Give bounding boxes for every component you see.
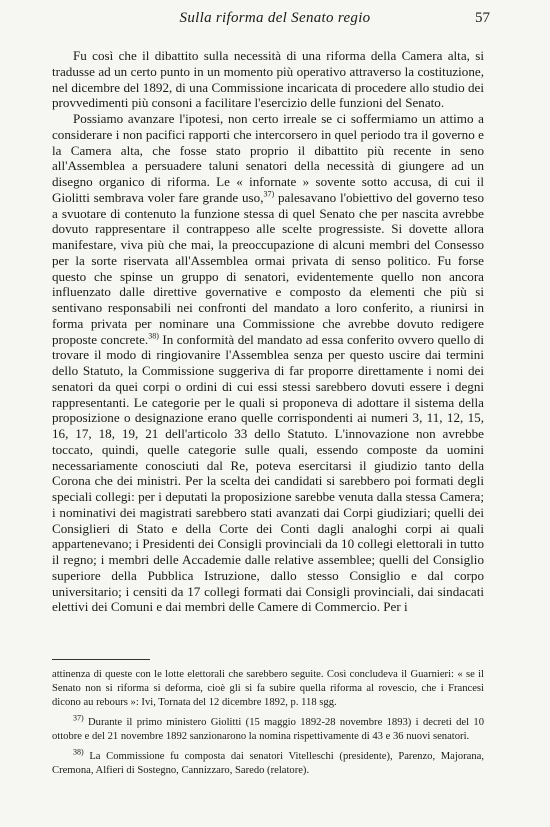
footnote-38-mark: 38) xyxy=(73,747,84,757)
footnotes xyxy=(52,668,484,784)
paragraph-2-part-b: palesavano l'obiettivo del governo teso a svuotare di contenuto la funzione stessa di quel Senato che per nascita avrebbe dovuto rappresentare il contrappeso alle scelte progressiste. Si dovette allora manifestare, viva più che mai, la preoccupazione di alcuni membri del Consesso per la sorte riservata all'Assemblea ormai privata di senso politico. Fu forse questo che spinse un gruppo di senatori, evidentemente quello non ancora influenzato dalle direttive governative e composto da elementi che più si sentivano responsabili nei confronti del mandato a loro conferito, a riunirsi in forma privata per nominare una Commissione che avrebbe dovuto redigere proposte concrete. xyxy=(52,189,485,347)
body-text xyxy=(52,48,484,615)
footnote-37-text: Durante il primo ministero Giolitti (15 maggio 1892-28 novembre 1893) i decreti del 10 ottobre e del 21 novembre 1892 sanzionarono la nomina rispettivamente di 43 e 36 nuovi senatori. xyxy=(52,717,484,742)
running-title: Sulla riforma del Senato regio xyxy=(179,10,371,26)
page-header xyxy=(0,10,550,32)
footnote-37-mark: 37) xyxy=(73,713,84,723)
footnote-divider xyxy=(52,659,150,660)
paragraph-2 xyxy=(52,111,484,615)
paragraph-2-part-a: Possiamo avanzare l'ipotesi, non certo irreale se ci soffermiamo un attimo a considerare i non pacifici rapporti che intercorsero in quel periodo tra il governo e la Camera alta, che fosse stato proprio il dibattito più recente in seno all'Assemblea a persuadere taluni senatori della necessità di giungere ad un disegno organico di riforma. Le « infornate » sovente sotto accusa, di cui il Giolitti sembrava voler fare grande uso, xyxy=(52,111,484,205)
paragraph-1: Fu così che il dibattito sulla necessità di una riforma della Camera alta, si tradusse ad un certo punto in un momento più operativo attraverso la costituzione, nel dicembre del 1892, di una Commissione incaricata di procedere allo studio dei provvedimenti più consoni a facilitare l'esercizio delle funzioni del Senato. xyxy=(52,48,484,111)
page-number: 57 xyxy=(475,10,490,26)
footnote-continuation: attinenza di queste con le lotte elettorali che sarebbero seguite. Così concludeva il Guarnieri: « se il Senato non si riforma si deforma, cioè gli si fa subire quella riforma al rovescio, che i Francesi dicono au rebours »: Ivi, Tornata del 12 dicembre 1892, p. 118 sgg. xyxy=(52,669,484,708)
footnote-ref-37: 37) xyxy=(263,189,275,199)
paragraph-2-part-c: In conformità del mandato ad essa conferito ovvero quello di trovare il modo di ringiovanire l'Assemblea senza per questo uscire dai termini dello Statuto, la Commissione suggeriva di far proporre direttamente i nomi dei senatori da quei corpi o ordini di cui essi stessi sarebbero dovuti essere i degni rappresentanti. Le categorie per le quali si proponeva di adottare il sistema della proposizione o designazione erano quelle corrispondenti ai numeri 3, 11, 12, 15, 16, 17, 18, 19, 21 dell'articolo 33 dello Statuto. L'innovazione non avrebbe toccato, quindi, quelle categorie sulle quali, essendo composte da uomini necessariamente conosciuti dal Re, poteva esercitarsi il giudizio tanto della Corona che dei ministri. Per la scelta dei candidati si sarebbero poi formati degli speciali collegi: per i deputati la proposizione sarebbe venuta dalla stessa Camera; i nominativi dei magistrati sarebbero stati avanzati dai Corpi giudiziari; quelli dei Consiglieri di Stato e della Corte dei Conti dagli analoghi corpi ai quali appartenevano; i Presidenti dei Consigli provinciali da 10 collegi elettorali in tutto il regno; i membri delle Accademie dalle relative assemblee; quelli del Consiglio superiore della Pubblica Istruzione, dallo stesso Consiglio e dal corpo universitario; i censiti da 17 collegi formati dai Consigli provinciali, dai sindacati elettivi dei Comuni e dai membri delle Camere di Commercio. Per i xyxy=(52,331,484,615)
footnote-37 xyxy=(52,713,484,744)
footnote-38-text: La Commissione fu composta dai senatori Vitelleschi (presidente), Parenzo, Majorana, Cremona, Alfieri di Sostegno, Cannizzaro, Saredo (relatore). xyxy=(52,751,484,776)
footnote-ref-38: 38) xyxy=(148,331,159,341)
footnote-38 xyxy=(52,747,484,778)
